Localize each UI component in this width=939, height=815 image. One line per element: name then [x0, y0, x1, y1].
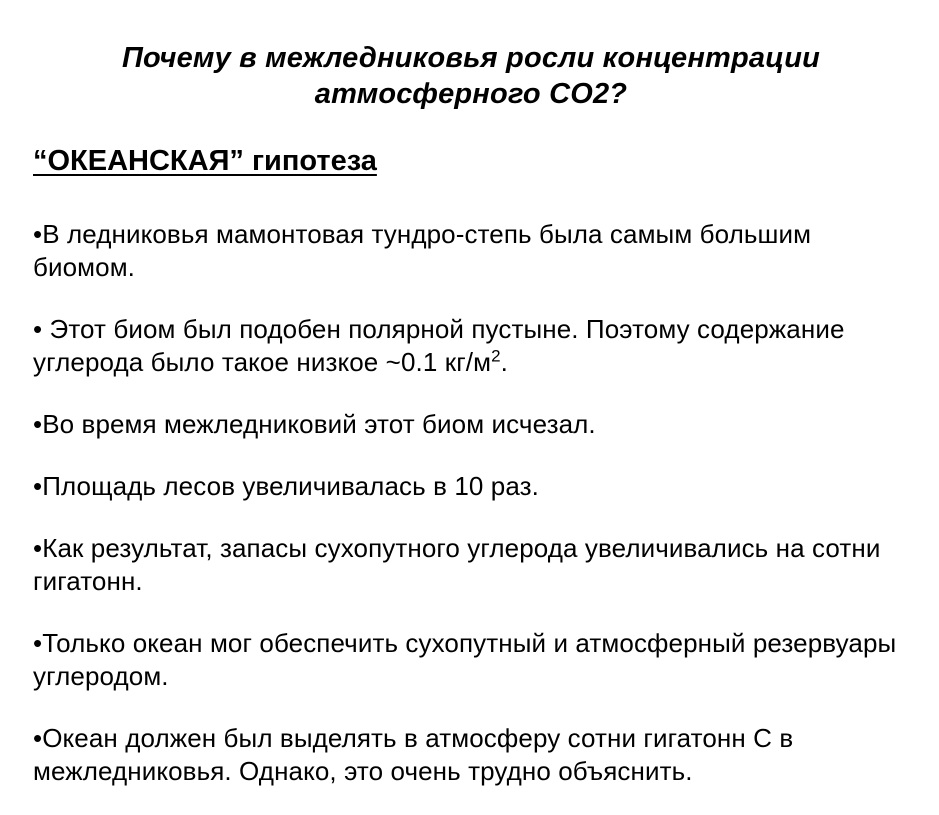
bullet-item-2: [33, 313, 909, 379]
slide-title-line1: Почему в межледниковья росли концентрации: [121, 42, 821, 74]
section-heading: “ОКЕАНСКАЯ” гипотеза: [33, 145, 377, 177]
slide-title: [33, 40, 909, 112]
bullet-item-4: •Площадь лесов увеличивалась в 10 раз.: [33, 471, 539, 501]
slide-title-line2: атмосферного CO2?: [314, 78, 628, 110]
bullet-item-5: •Как результат, запасы сухопутного углерода увеличивались на сотни гигатонн.: [33, 533, 881, 596]
superscript-exponent: 2: [491, 346, 501, 366]
bullet-item-2-text: • Этот биом был подобен полярной пустыне. Поэтому содержание углерода было такое низкое ~0.1 кг/м: [33, 314, 845, 377]
bullet-item-6: •Только океан мог обеспечить сухопутный и атмосферный резервуары углеродом.: [33, 628, 897, 691]
bullet-item-2-tail: .: [500, 347, 508, 377]
bullet-item-3: •Во время межледниковий этот биом исчезал.: [33, 409, 596, 439]
bullet-item-7: •Океан должен был выделять в атмосферу сотни гигатонн C в межледниковья. Однако, это очень трудно объяснить.: [33, 723, 794, 786]
bullet-item-1: •В ледниковья мамонтовая тундро-степь была самым большим биомом.: [33, 219, 812, 282]
